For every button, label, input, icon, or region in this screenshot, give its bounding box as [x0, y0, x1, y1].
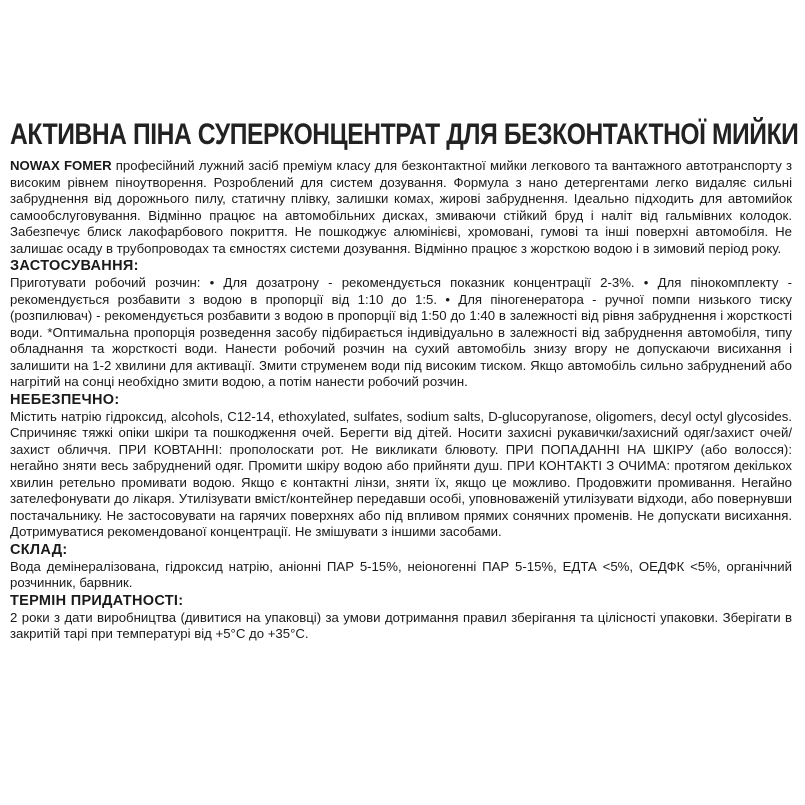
intro-text: професійний лужний засіб преміум класу для безконтактної мийки легкового та вантажного автотранспорту з високим рівнем піноутворення. Розроблений для систем дозування. Формула з нано детергентами легко видаляє сильні забруднення від дорожнього пилу, статичну плівку, залишки комах, жирові забруднення. Ідеально підходить для автомийок самообслуговування. Відмінно працює на автомобільних дисках, змиваючи стійкий бруд і наліт від гальмівних колодок. Забезпечує блиск лакофарбового покриття. Не пошкоджує алюмінієві, хромовані, гумові та інші поверхні автомобіля. Не залишає осаду в трубопроводах та ємностях системи дозування. Відмінно працює з жорсткою водою і в зимовий період року.: [10, 158, 793, 256]
danger-text: Містить натрію гідроксид, alcohols, C12-14, ethoxylated, sulfates, sodium salts, D-glucopyranose, oligomers, decyl octyl glycosides. Спричиняє тяжкі опіки шкіри та пошкодження очей. Берегти від дітей. Носити захисні рукавички/захисний одяг/захист очей/захист обличчя. ПРИ КОВТАННІ: прополоскати рот. Не викликати блювоту. ПРИ ПОПАДАННІ НА ШКІРУ (або волосся): негайно зняти весь забруднений одяг. Промити шкіру водою або прийняти душ. ПРИ КОНТАКТІ З ОЧИМА: протягом декількох хвилин ретельно промивати водою. Якщо є контактні лінзи, зняти їх, якщо це можливо. Продовжити промивання. Негайно зателефонувати до лікаря. Утилізувати вміст/контейнер передавши особі, уповноваженій утилізувати відходи, або повернувши постачальнику. Не застосовувати на гарячих поверхнях або під впливом прямих сонячних променів. Не допускати висихання. Дотримуватися рекомендованої концентрації. Не змішувати з іншими засобами.: [10, 408, 792, 539]
brand-name: NOWAX FOMER: [10, 158, 112, 173]
intro-paragraph: [10, 158, 792, 257]
shelf-life-text: 2 роки з дати виробництва (дивитися на упаковці) за умови дотримання правил зберігання та цілісності упаковки. Зберігати в закритій тарі при температурі від +5°C до +35°C.: [10, 609, 792, 641]
page-title: АКТИВНА ПІНА СУПЕРКОНЦЕНТРАТ ДЛЯ БЕЗКОНТАКТНОЇ МИЙКИ: [10, 118, 799, 151]
product-label-text: [10, 118, 799, 643]
danger-heading: НЕБЕЗПЕЧНО:: [10, 391, 120, 408]
composition-text: Вода демінералізована, гідроксид натрію, аніонні ПАР 5-15%, неіоногенні ПАР 5-15%, ЕДТА <5%, ОЕДФК <5%, органічний розчинник, барвник.: [10, 558, 792, 590]
usage-heading: ЗАСТОСУВАННЯ:: [10, 258, 139, 274]
usage-text: Приготувати робочий розчин: • Для дозатрону - рекомендується показник концентрації 2-3%. • Для пінокомплекту - рекомендується розбавити з водою в пропорції від 1:10 до 1:5. • Для піногенератора - ручної помпи низького тиску (розпилювач) - рекомендується розбавити з водою в пропорції від 1:50 до 1:40 в залежності від рівня забруднення і жорсткості води. *Оптимальна пропорція розведення засобу підбирається індивідуально в залежності від забруднення автомобіля, типу обладнання та жорсткості води. Нанести робочий розчин на сухий автомобіль знизу вгору не допускаючи висихання і залишити на 1-2 хвилини для активації. Змити струменем води під високим тиском. Якщо автомобіль сильно забруднений або нагрітий на сонці необхідно змити водою, а потім нанести робочий розчин.: [10, 275, 792, 389]
composition-heading: СКЛАД:: [10, 541, 68, 558]
shelf-life-heading: ТЕРМІН ПРИДАТНОСТІ:: [10, 592, 184, 609]
